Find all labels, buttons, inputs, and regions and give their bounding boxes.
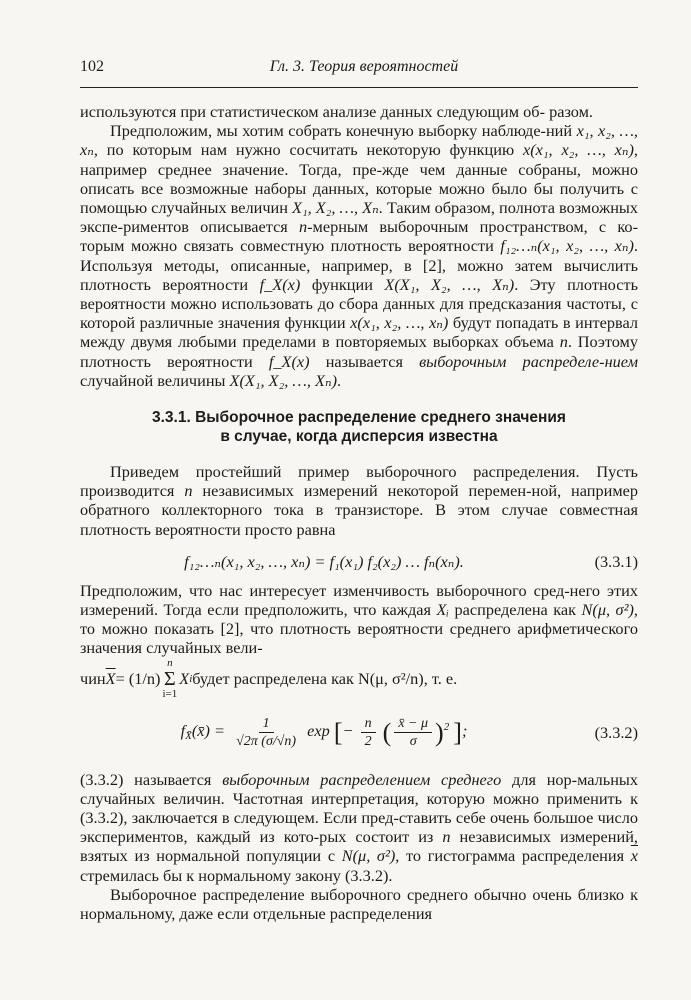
running-title: Гл. 3. Теория вероятностей bbox=[269, 58, 459, 75]
normalization-fraction: $\frac{1}{√2\pi (\sigma/√n)}$ bbox=[236, 716, 297, 750]
equation-number: (3.3.1) bbox=[594, 552, 638, 572]
section-heading: 3.3.1. Выборочное распределение среднего значения в случае, когда дисперсия известна bbox=[152, 409, 566, 446]
paragraph-mean-variability: Предположим, что нас интересует изменчивость выборочного сред-него этих измерений. Тогда если предположить, что каждая Xᵢ распределена как N(μ, σ²), то можно показать [2], что плотность вероятности среднего арифметического значения случайных вели- bbox=[80, 580, 638, 658]
paragraph-interpretation: (3.3.2) называется выборочным распределением среднего для нор-мальных случайных величин. Частотная интерпретация, которую можно применить к (3.3.2), заключается в следующем. Если пред-ставить себе очень большое число экспериментов, каждый из кото-рых состоит из n независимых измерений, взятых из нормальной популяции с N(μ, σ²), то гистограмма распределения $\overline{x}$ стремилась бы к нормальному закону (3.3.2). bbox=[80, 769, 639, 885]
header-rule bbox=[80, 87, 638, 88]
equation-3-3-1: f₁₂…ₙ(x₁, x₂, …, xₙ) = f₁(x₁) f₂(x₂) … fₙ(xₙ). (3.3.1) bbox=[184, 552, 638, 572]
equation-3-3-2: $f_{X̄}(x̄)$ = $\frac{1}{√2\pi (\sigma/√n)}$ exp [− $\frac{n}{2}$ ( $\frac{x̄ - \mu}{\sigma}$ )$^2$ ]; (3.3.2) bbox=[180, 716, 638, 750]
intro-paragraph: используются при статистическом анализе данных следующим об- разом. bbox=[80, 102, 593, 121]
equation-number: (3.3.2) bbox=[594, 723, 638, 743]
paragraph-example: Приведем простейший пример выборочного распределения. Пусть производится n независимых измерений некоторой перемен-ной, например обратного коллекторного тока в транзисторе. В этом случае совместная плотность вероятности просто равна bbox=[80, 462, 639, 539]
page-number: 102 bbox=[80, 58, 104, 75]
page-header bbox=[80, 58, 638, 76]
summation-symbol: n Σ i=1 bbox=[162, 656, 178, 700]
sample-mean-definition: чин $\overline{X}$ = (1/n) n Σ i=1 X i будет распределена как N(μ, σ²/n), т. е. bbox=[80, 656, 458, 700]
page-body bbox=[80, 102, 638, 923]
paragraph-closing: Выборочное распределение выборочного среднего обычно очень близко к нормальному, даже если отдельные распределения bbox=[80, 884, 638, 924]
paragraph-sample-definition: Предположим, мы хотим собрать конечную выборку наблюде-ний x₁, x₂, …, xₙ, по которым нам нужно сосчитать некоторую функцию x(x₁, x₂, …, xₙ), например среднее значение. Тогда, пре-жде чем данные собраны, можно описать все возможные наборы данных, которые можно было бы получить с помощью случайных величин X₁, X₂, …, Xₙ. Таким образом, полнота возможных экспе-риментов описывается n-мерным выборочным пространством, с ко-торым можно связать совместную плотность вероятности f₁₂…ₙ(x₁, x₂, …, xₙ). Используя методы, описанные, например, в [2], можно затем вычислить плотность вероятности f_X(x) функции X(X₁, X₂, …, Xₙ). Эту плотность вероятности можно использовать до сбора данных для предсказания частоты, с которой различные значения функции x(x₁, x₂, …, xₙ) будут попадать в интервал между двумя любыми пределами в повторяемых выборках объема n. Поэтому плотность вероятности f_X(x) называется выборочным распределе-нием случайной величины X(X₁, X₂, …, Xₙ). bbox=[80, 121, 638, 390]
